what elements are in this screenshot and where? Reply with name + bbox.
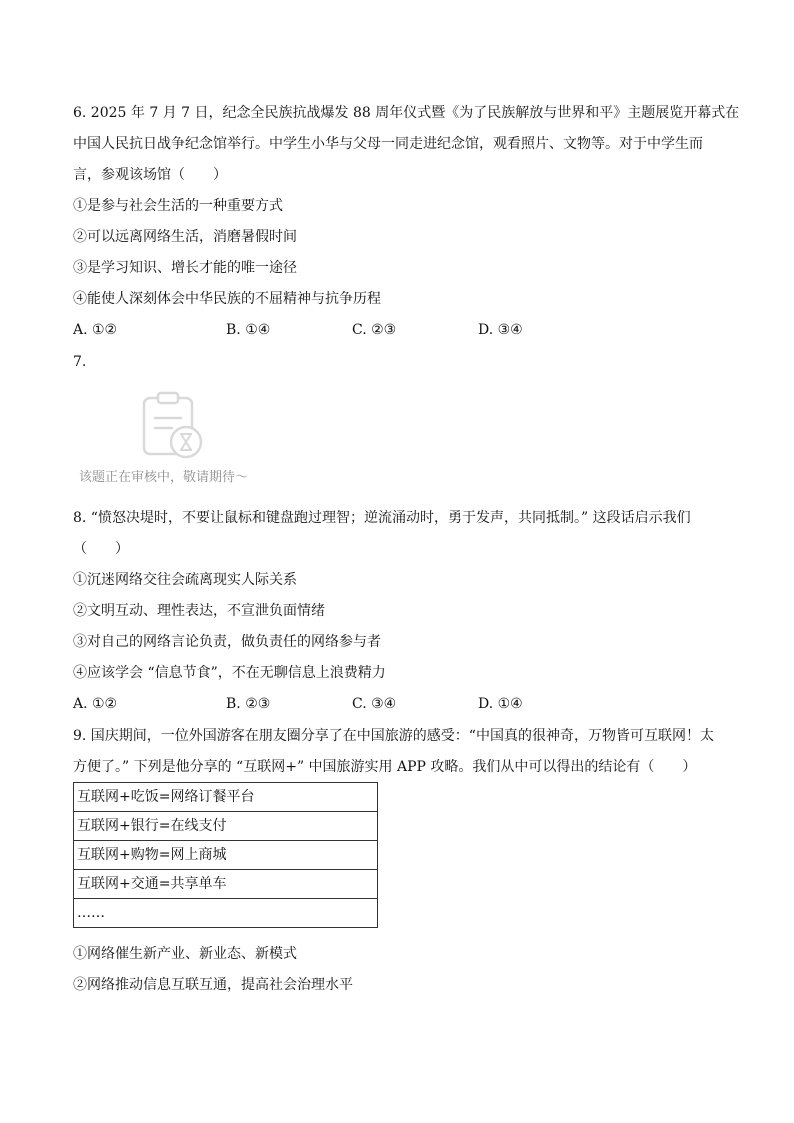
q8-statement-1: ①沉迷网络交往会疏离现实人际关系 bbox=[73, 572, 297, 588]
q8-statement-3: ③对自己的网络言论负责，做负责任的网络参与者 bbox=[73, 634, 381, 650]
table-cell: 互联网+吃饭=网络订餐平台 bbox=[74, 783, 378, 812]
table-cell: 互联网+交通=共享单车 bbox=[74, 870, 378, 899]
q8-option-c: C. ③④ bbox=[352, 696, 397, 712]
q6-stem-line-3: 言，参观该场馆（ ） bbox=[73, 167, 227, 183]
q6-option-d: D. ③④ bbox=[478, 322, 523, 338]
q9-stem-line-1: 9. 国庆期间，一位外国游客在朋友圈分享了在中国旅游的感受：“中国真的很神奇，万物皆可互联网！太 bbox=[73, 728, 714, 744]
q6-option-a: A. ①② bbox=[73, 322, 118, 338]
q8-option-a: A. ①② bbox=[73, 696, 118, 712]
q6-stem-line-1: 6. 2025 年 7 月 7 日，纪念全民族抗战爆发 88 周年仪式暨《为了民族解放与世界和平》主题展览开幕式在 bbox=[73, 105, 740, 121]
q9-stem-line-2: 方便了。” 下列是他分享的 “互联网+” 中国旅游实用 APP 攻略。我们从中可以得出的结论有（ ） bbox=[73, 759, 697, 775]
q9-statement-2: ②网络推动信息互联互通，提高社会治理水平 bbox=[73, 977, 353, 993]
table-row bbox=[74, 870, 378, 899]
table-cell: …… bbox=[74, 899, 378, 928]
q6-option-c: C. ②③ bbox=[352, 322, 397, 338]
q6-statement-4: ④能使人深刻体会中华民族的不屈精神与抗争历程 bbox=[73, 291, 381, 307]
table-row bbox=[74, 841, 378, 870]
q6-statement-2: ②可以远离网络生活，消磨暑假时间 bbox=[73, 229, 297, 245]
table-cell: 互联网+购物=网上商城 bbox=[74, 841, 378, 870]
q8-options bbox=[73, 694, 713, 714]
table-row bbox=[74, 783, 378, 812]
q7-number: 7. bbox=[73, 354, 87, 370]
q9-internet-plus-table bbox=[73, 782, 378, 928]
q6-option-b: B. ①④ bbox=[226, 322, 271, 338]
q8-statement-4: ④应该学会 “信息节食”，不在无聊信息上浪费精力 bbox=[73, 665, 386, 681]
q8-statement-2: ②文明互动、理性表达，不宣泄负面情绪 bbox=[73, 603, 325, 619]
q8-stem-line-2: （ ） bbox=[73, 541, 129, 557]
q8-option-d: D. ①④ bbox=[478, 696, 523, 712]
q8-option-b: B. ②③ bbox=[226, 696, 271, 712]
q7-pending-notice: 该题正在审核中，敬请期待～ bbox=[79, 470, 249, 485]
q6-statement-1: ①是参与社会生活的一种重要方式 bbox=[73, 198, 283, 214]
table-row bbox=[74, 812, 378, 841]
q6-statement-3: ③是学习知识、增长才能的唯一途径 bbox=[73, 260, 297, 276]
q9-statement-1: ①网络催生新产业、新业态、新模式 bbox=[73, 946, 297, 962]
q6-options bbox=[73, 320, 713, 340]
clipboard-hourglass-icon bbox=[138, 390, 208, 462]
q6-stem-line-2: 中国人民抗日战争纪念馆举行。中学生小华与父母一同走进纪念馆，观看照片、文物等。对于中学生而 bbox=[73, 136, 703, 152]
q8-stem-line-1: 8. “愤怒决堤时，不要让鼠标和键盘跑过理智；逆流涌动时，勇于发声，共同抵制。” 这段话启示我们 bbox=[73, 510, 691, 526]
table-row bbox=[74, 899, 378, 928]
table-cell: 互联网+银行=在线支付 bbox=[74, 812, 378, 841]
